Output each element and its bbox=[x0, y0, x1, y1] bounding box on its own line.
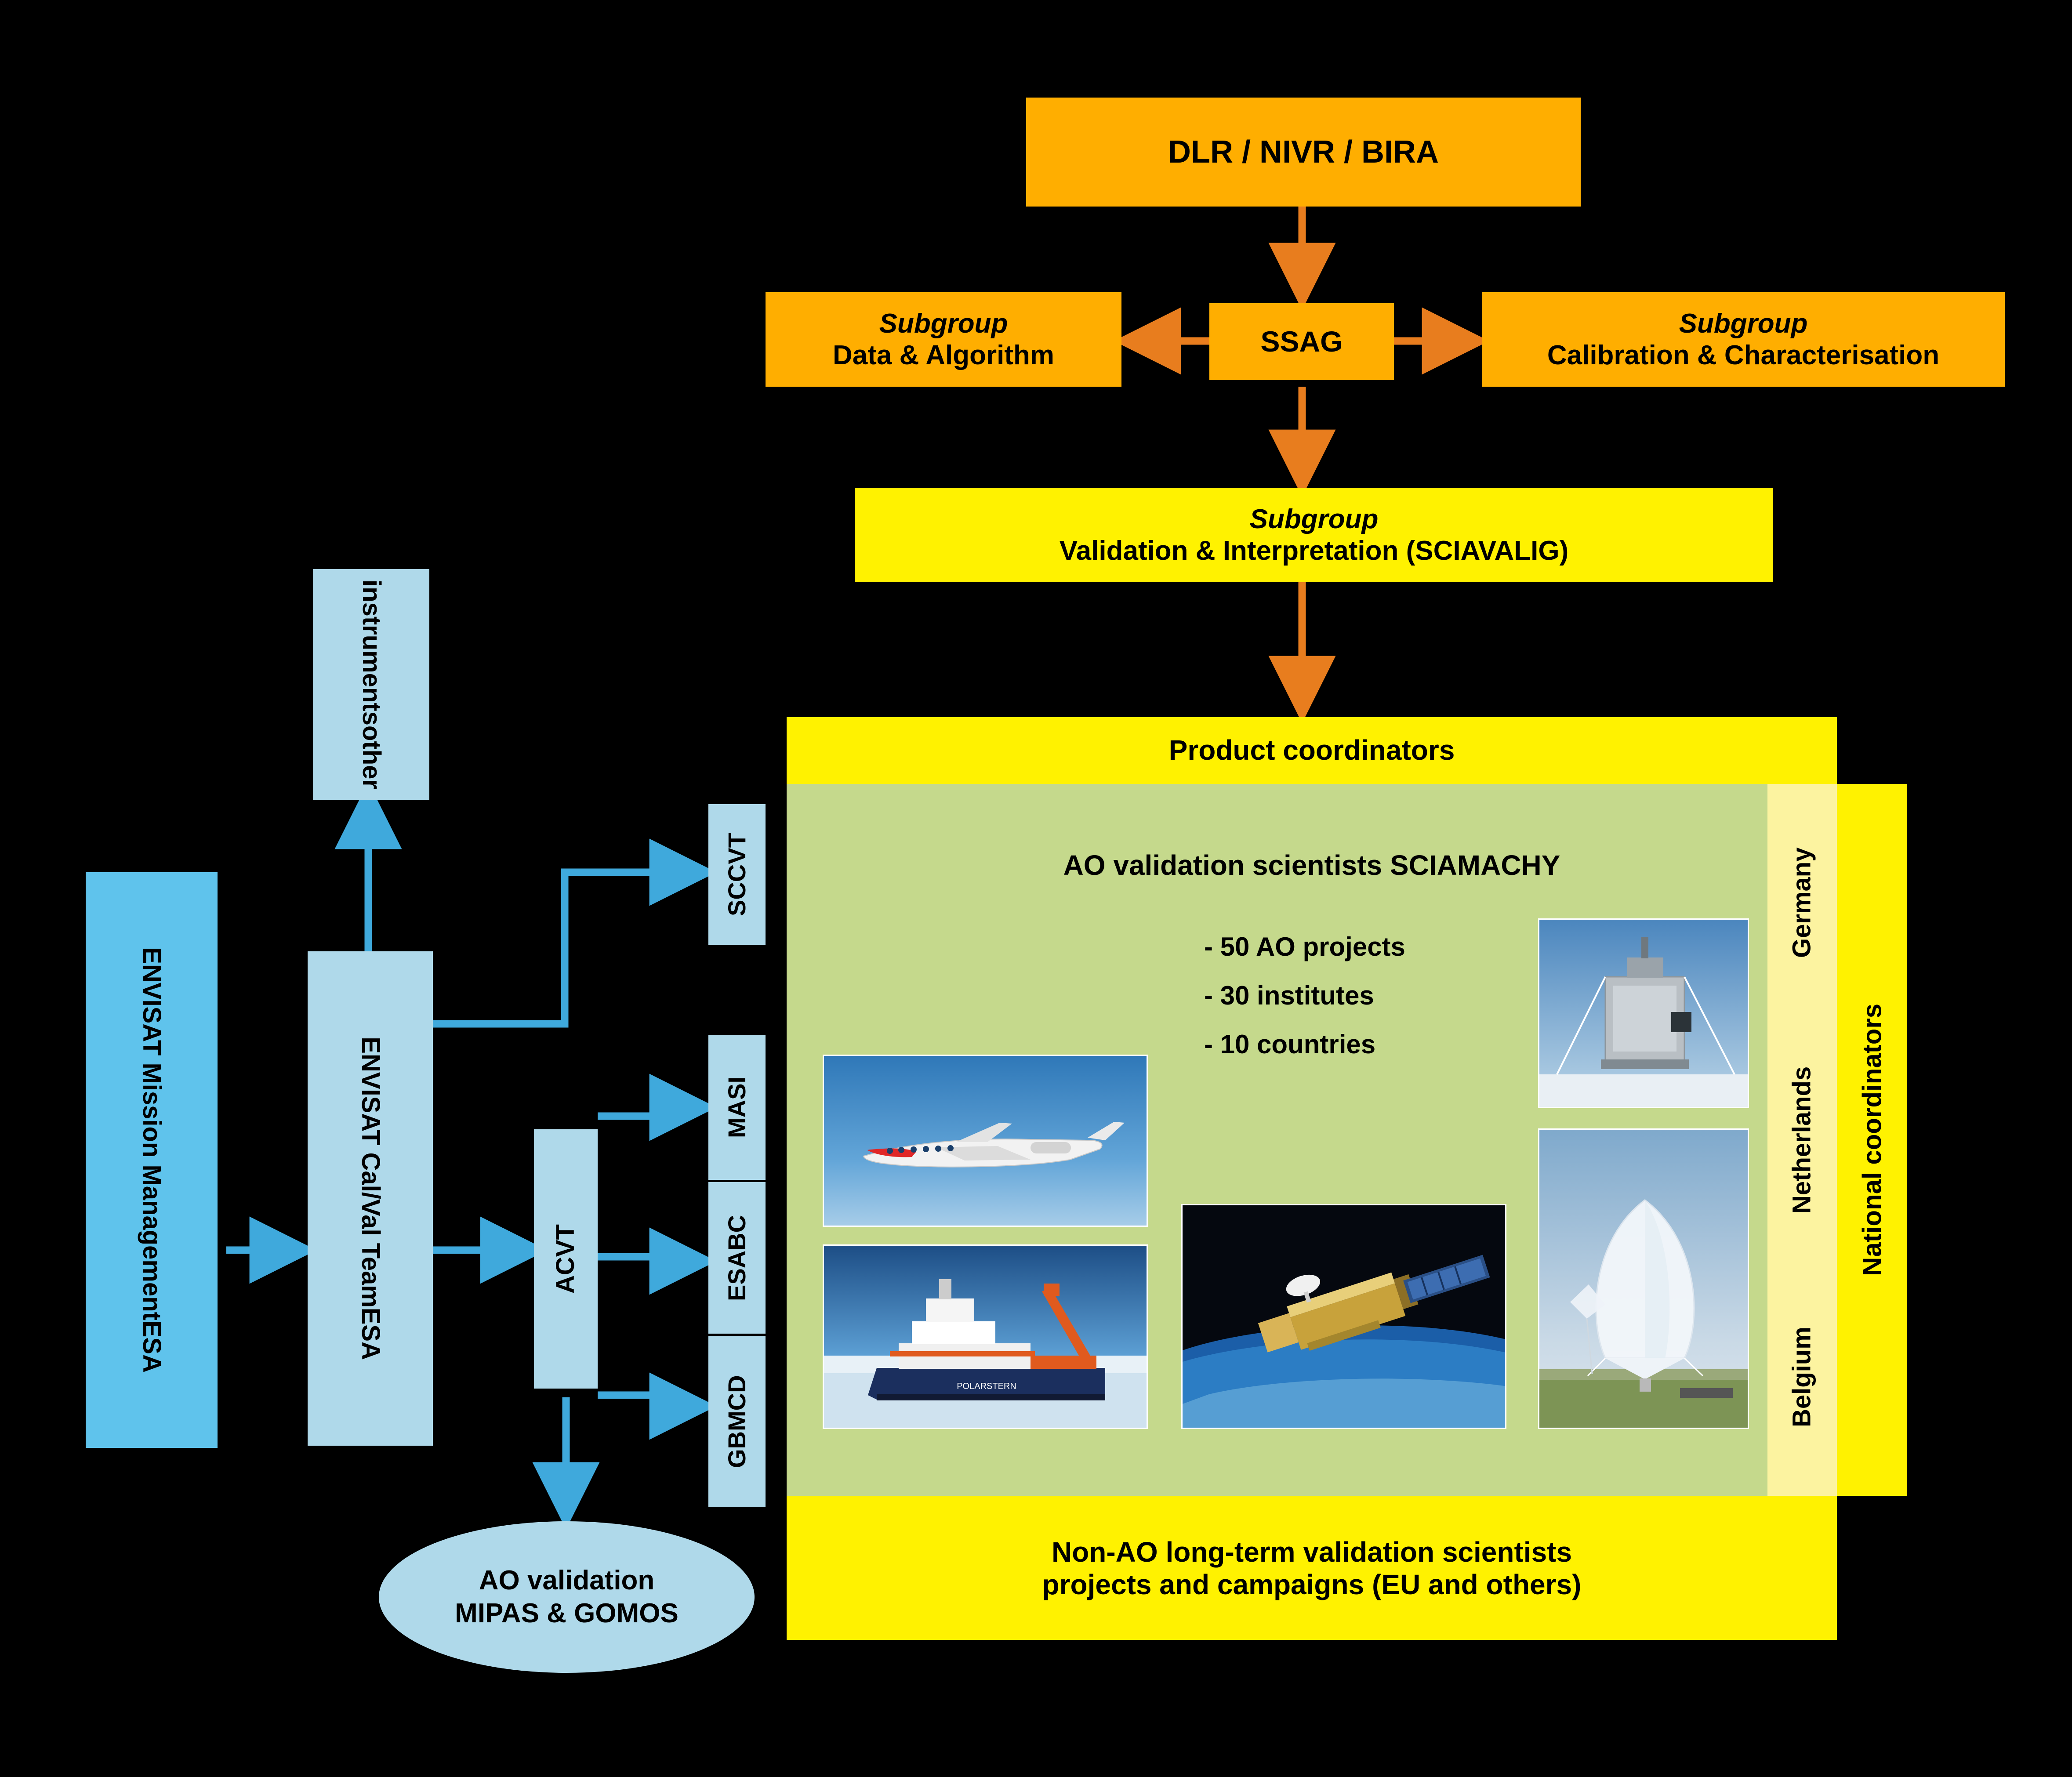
node-subgroup-calibration[interactable] bbox=[1482, 292, 2005, 387]
node-non-ao-validation[interactable] bbox=[787, 1498, 1837, 1640]
node-national-coordinators[interactable] bbox=[1837, 784, 1907, 1496]
other-instruments-line2: instruments bbox=[357, 580, 386, 725]
country-belgium-label: Belgium bbox=[1787, 1327, 1816, 1428]
sccvt-label: SCCVT bbox=[722, 833, 751, 916]
esa-mission-line2: ENVISAT Mission Management bbox=[138, 947, 167, 1321]
node-country-germany[interactable] bbox=[1767, 784, 1837, 1021]
node-other-instruments[interactable] bbox=[313, 569, 429, 800]
node-gbmcd[interactable] bbox=[708, 1336, 766, 1507]
esa-calval-line2: ENVISAT Cal/Val Team bbox=[356, 1037, 385, 1308]
node-dlr-nivr-bira[interactable] bbox=[1026, 98, 1581, 207]
node-ssag-label: SSAG bbox=[1260, 325, 1343, 358]
node-product-coordinators[interactable] bbox=[787, 717, 1837, 784]
gbmcd-label: GBMCD bbox=[722, 1375, 751, 1468]
subgroup-calibration-line2: Calibration & Characterisation bbox=[1547, 340, 1940, 370]
node-country-netherlands[interactable] bbox=[1767, 1021, 1837, 1258]
subgroup-data-line1: Subgroup bbox=[879, 308, 1008, 339]
node-masi[interactable] bbox=[708, 1035, 766, 1180]
node-subgroup-validation[interactable] bbox=[855, 488, 1773, 582]
node-esa-calval-team[interactable] bbox=[308, 951, 433, 1446]
country-netherlands-label: Netherlands bbox=[1787, 1066, 1816, 1214]
other-instruments-line1: other bbox=[357, 725, 386, 789]
subgroup-validation-line1: Subgroup bbox=[1249, 504, 1379, 535]
node-subgroup-data-algorithm[interactable] bbox=[766, 292, 1121, 387]
research-aircraft-photo bbox=[823, 1055, 1148, 1227]
node-acvt[interactable] bbox=[534, 1129, 598, 1389]
ao-bullet-countries: - 10 countries bbox=[1204, 1030, 1376, 1059]
node-ssag[interactable] bbox=[1209, 303, 1394, 380]
node-esa-mission-management[interactable] bbox=[86, 872, 218, 1448]
ao-validation-mipas-line2: MIPAS & GOMOS bbox=[455, 1598, 679, 1628]
ao-validation-mipas-line1: AO validation bbox=[479, 1565, 655, 1596]
ground-station-instrument-photo bbox=[1538, 918, 1749, 1108]
ao-scientists-title[interactable] bbox=[853, 848, 1771, 883]
svg-text:POLARSTERN: POLARSTERN bbox=[957, 1382, 1016, 1391]
product-coordinators-label: Product coordinators bbox=[1168, 734, 1455, 766]
node-country-belgium[interactable] bbox=[1767, 1258, 1837, 1496]
subgroup-validation-line2: Validation & Interpretation (SCIAVALIG) bbox=[1059, 535, 1569, 566]
ao-bullet-projects: - 50 AO projects bbox=[1204, 932, 1405, 961]
non-ao-line2: projects and campaigns (EU and others) bbox=[1042, 1569, 1582, 1600]
subgroup-calibration-line1: Subgroup bbox=[1679, 308, 1808, 339]
ao-bullet-institutes: - 30 institutes bbox=[1204, 981, 1374, 1010]
envisat-satellite-photo bbox=[1181, 1204, 1506, 1429]
node-dlr-nivr-bira-label: DLR / NIVR / BIRA bbox=[1168, 134, 1439, 170]
masi-label: MASI bbox=[722, 1077, 751, 1138]
esa-calval-line1: ESA bbox=[356, 1308, 385, 1360]
acvt-label: ACVT bbox=[551, 1224, 580, 1294]
node-esabc[interactable] bbox=[708, 1182, 766, 1334]
node-sccvt[interactable] bbox=[708, 804, 766, 945]
country-germany-label: Germany bbox=[1787, 847, 1816, 958]
subgroup-data-line2: Data & Algorithm bbox=[832, 340, 1055, 370]
national-coordinators-label: National coordinators bbox=[1857, 1003, 1887, 1277]
ao-scientists-title-label: AO validation scientists SCIAMACHY bbox=[1063, 849, 1560, 881]
stratospheric-balloon-photo bbox=[1538, 1128, 1749, 1429]
esabc-label: ESABC bbox=[722, 1215, 751, 1301]
node-ao-validation-mipas-gomos[interactable] bbox=[379, 1521, 755, 1673]
esa-mission-line1: ESA bbox=[138, 1320, 167, 1373]
research-vessel-photo bbox=[823, 1244, 1148, 1429]
non-ao-line1: Non-AO long-term validation scientists bbox=[1051, 1536, 1572, 1568]
